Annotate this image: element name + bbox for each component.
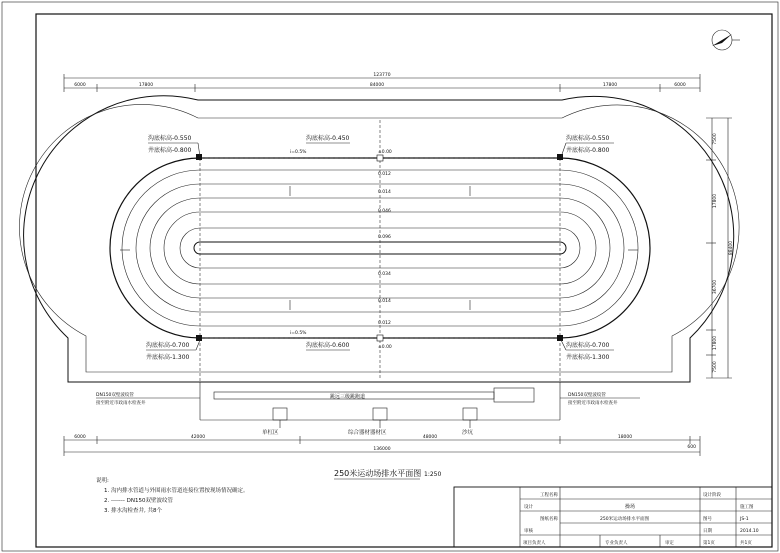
tb-drawing-label: 图纸名称 bbox=[540, 517, 558, 522]
tb-specialty-lead: 专业负责人 bbox=[605, 541, 628, 546]
grade-field-7: 0.012 bbox=[378, 321, 391, 326]
note-left-2: 接至附近市政雨水检查井 bbox=[96, 401, 146, 406]
note-right-1: DN150双壁波纹管 bbox=[568, 393, 606, 398]
label-box-3: 沙坑 bbox=[462, 430, 474, 436]
label-jump-area: 跳远三级跳跑道 bbox=[330, 394, 366, 400]
dim-right-seg-4: 17800 bbox=[713, 335, 718, 351]
slope-top: i=0.5% bbox=[290, 150, 307, 155]
sand-pit bbox=[494, 388, 534, 402]
drawing-title: 250米运动场排水平面图 bbox=[334, 469, 422, 478]
grade-field-2: 0.014 bbox=[378, 190, 391, 195]
label-box-2: 综合器材器材区 bbox=[348, 430, 387, 436]
tb-design-lead: 项目负责人 bbox=[523, 541, 546, 546]
inspection-well-ne bbox=[557, 154, 563, 160]
right-dimension-chain bbox=[706, 118, 734, 378]
dim-top-seg-2: 17800 bbox=[138, 83, 154, 88]
grade-field-3: 0.046 bbox=[378, 209, 391, 214]
tb-designer: 设计 bbox=[524, 505, 533, 510]
grade-field-4: 0.096 bbox=[378, 235, 391, 240]
top-dimension-chain bbox=[64, 72, 700, 92]
dim-bottom-overall: 136000 bbox=[373, 447, 391, 452]
label-nw-ditch: 沟底标高-0.550 bbox=[148, 135, 192, 142]
inspection-well-sw bbox=[196, 335, 202, 341]
drawing-scale: 1:250 bbox=[424, 471, 442, 478]
dim-right-seg-2: 17800 bbox=[713, 193, 718, 209]
note-3: 3. 排水沟检查井, 共8个 bbox=[104, 508, 162, 514]
label-sw-well: 井底标高-1.300 bbox=[146, 354, 190, 361]
dim-bottom-seg-1: 6000 bbox=[74, 435, 86, 440]
dim-right-total: 88400 bbox=[729, 240, 734, 256]
grade-field-1: 0.012 bbox=[378, 172, 391, 177]
label-sw-ditch: 沟底标高-0.700 bbox=[146, 342, 190, 349]
label-top-mid: 沟底标高-0.450 bbox=[306, 135, 350, 142]
inspection-well-nw bbox=[196, 154, 202, 160]
grade-top-center: ±0.00 bbox=[378, 150, 392, 155]
grade-field-5: 0.034 bbox=[378, 272, 391, 277]
tb-project-label: 工程名称 bbox=[540, 493, 558, 498]
notes-heading: 说明: bbox=[96, 478, 109, 484]
dim-top-seg-4: 17800 bbox=[602, 83, 618, 88]
dim-top-seg-3: 84000 bbox=[369, 83, 385, 88]
box-horizontal-bar bbox=[273, 408, 287, 420]
label-ne-well: 井底标高-0.800 bbox=[566, 147, 610, 154]
label-bottom-mid: 沟底标高-0.600 bbox=[306, 342, 350, 349]
tb-stage-value: 施工图 bbox=[740, 505, 754, 510]
label-se-ditch: 沟底标高-0.700 bbox=[566, 342, 610, 349]
inspection-well-n bbox=[377, 155, 383, 161]
box-equipment bbox=[373, 408, 387, 420]
tb-approver: 审定 bbox=[665, 541, 674, 546]
grade-field-6: 0.014 bbox=[378, 299, 391, 304]
dim-bottom-seg-5: 600 bbox=[687, 445, 696, 450]
box-sandpit bbox=[463, 408, 477, 420]
dim-right-seg-1: 7500 bbox=[713, 133, 718, 145]
slope-bottom: i=0.5% bbox=[290, 331, 307, 336]
note-1: 1. 沟内排水管道与外围雨水管道连接位置按现场情况确定。 bbox=[104, 488, 249, 494]
dim-top-overall: 123770 bbox=[373, 73, 391, 78]
label-ne-ditch: 沟底标高-0.550 bbox=[566, 135, 610, 142]
drawing-title-group bbox=[334, 468, 441, 479]
title-block bbox=[454, 487, 772, 547]
tb-number-label: 图号 bbox=[703, 517, 712, 522]
note-2: 2. ------- DN150双壁波纹管 bbox=[104, 498, 173, 504]
label-box-1: 单杠区 bbox=[262, 430, 279, 436]
inspection-well-s bbox=[377, 335, 383, 341]
dim-bottom-seg-4: 18000 bbox=[617, 435, 633, 440]
label-nw-well: 井底标高-0.800 bbox=[148, 147, 192, 154]
tb-sheet-label: 第1页 bbox=[703, 541, 715, 546]
note-left-1: DN150双壁波纹管 bbox=[96, 393, 134, 398]
tb-project-value: 操场 bbox=[625, 504, 636, 510]
tb-checker: 审核 bbox=[524, 529, 533, 534]
tb-date-label: 日期 bbox=[703, 529, 712, 534]
dim-right-seg-3: 36700 bbox=[713, 279, 718, 295]
north-arrow-icon bbox=[712, 30, 776, 50]
inspection-well-se bbox=[557, 335, 563, 341]
notes bbox=[96, 476, 249, 514]
dim-top-seg-1: 6000 bbox=[74, 83, 86, 88]
note-right-2: 接至附近市政雨水检查井 bbox=[568, 401, 618, 406]
tb-drawing-value: 250米运动场排水平面图 bbox=[600, 517, 650, 522]
tb-date-value: 2014.10 bbox=[740, 529, 759, 534]
dim-bottom-seg-3: 48000 bbox=[422, 435, 438, 440]
dim-bottom-seg-2: 42000 bbox=[190, 435, 206, 440]
inner-border bbox=[36, 14, 772, 547]
label-se-well: 井底标高-1.300 bbox=[566, 354, 610, 361]
tb-sheets-total: 共1页 bbox=[740, 541, 752, 546]
tb-stage-label: 设计阶段 bbox=[703, 493, 721, 498]
dim-right-seg-5: 7500 bbox=[713, 361, 718, 373]
grade-bottom-center: ±0.00 bbox=[378, 345, 392, 350]
tb-number-value: JS-1 bbox=[740, 517, 749, 522]
dim-top-seg-5: 6000 bbox=[674, 83, 686, 88]
bottom-dimension-chain bbox=[64, 434, 700, 456]
lower-sports-area bbox=[96, 382, 640, 436]
